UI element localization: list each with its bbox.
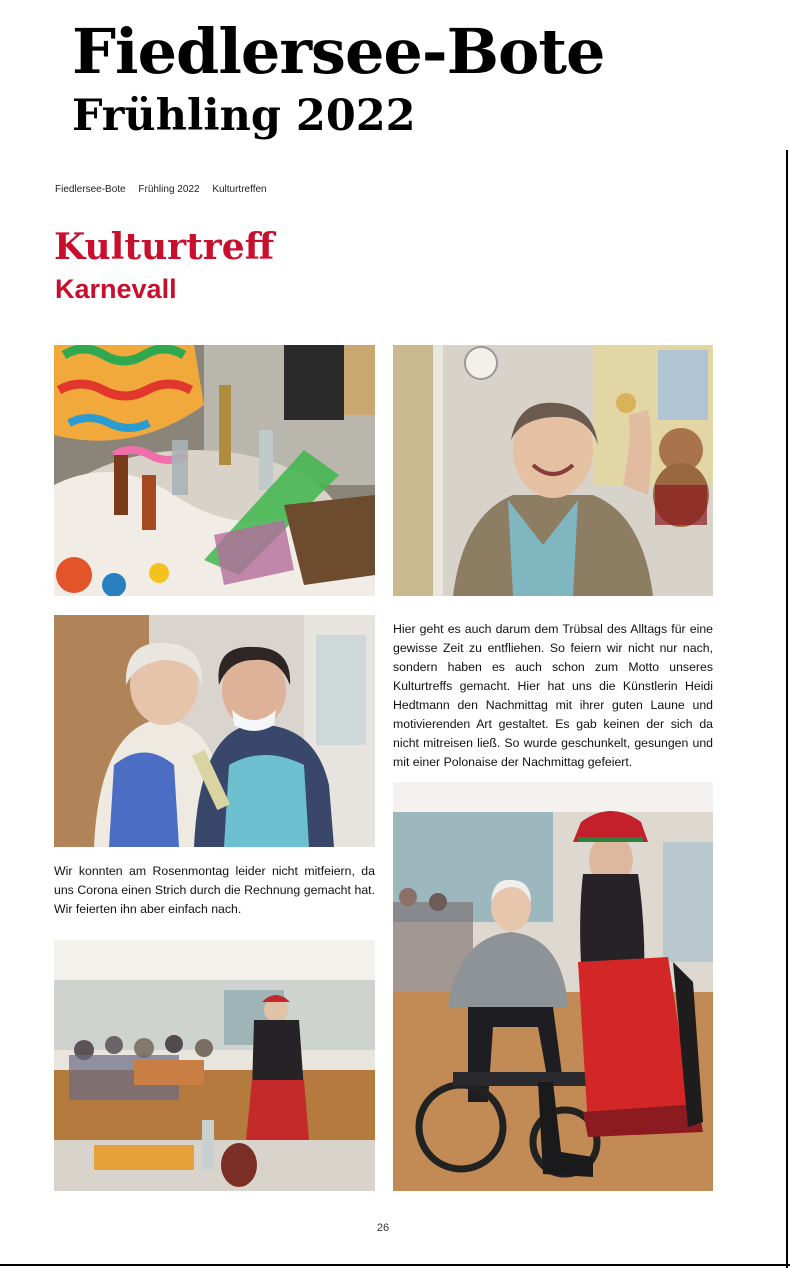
photo-carnival-decorations [54,345,375,596]
photo-wheelchair-singer [393,782,713,1191]
breadcrumb-item[interactable]: Fiedlersee-Bote [55,184,126,195]
page-frame-right [786,150,788,1268]
page-frame-bottom [0,1264,790,1266]
photo-two-women [54,615,375,847]
article-subtitle: Karnevall [55,274,177,304]
masthead-title: Fiedlersee-Bote [72,15,605,88]
article-paragraph: Wir konnten am Rosenmontag leider nicht mitfeiern, da uns Corona einen Strich durch die Rechnung gemacht hat. Wir feierten ihn aber einfach nach. [54,864,375,916]
photo-hall-group [54,940,375,1191]
masthead-subtitle: Frühling 2022 [72,91,416,141]
breadcrumb [55,184,277,195]
photo-smiling-woman [393,345,713,596]
breadcrumb-item[interactable]: Kulturtreffen [212,184,267,195]
article-paragraph: Hier geht es auch darum dem Trübsal des Alltags für eine gewisse Zeit zu entfliehen. So feiern wir nicht nur nach, sondern haben es auch schon zum Motto unseres Kulturtreffs gemacht. Hier hat uns die Künstlerin Heidi Hedtmann den Nachmittag mit ihrer guten Laune und motivierenden Art gestaltet. Es gab keinen der sich da nicht mitreisen ließ. So wurde geschunkelt, gesungen und mit einer Polonaise der Nachmittag gefeiert. [393,622,713,769]
breadcrumb-item[interactable]: Frühling 2022 [138,184,200,195]
article-title: Kulturtreff [54,226,275,268]
page-number: 26 [376,1222,390,1234]
